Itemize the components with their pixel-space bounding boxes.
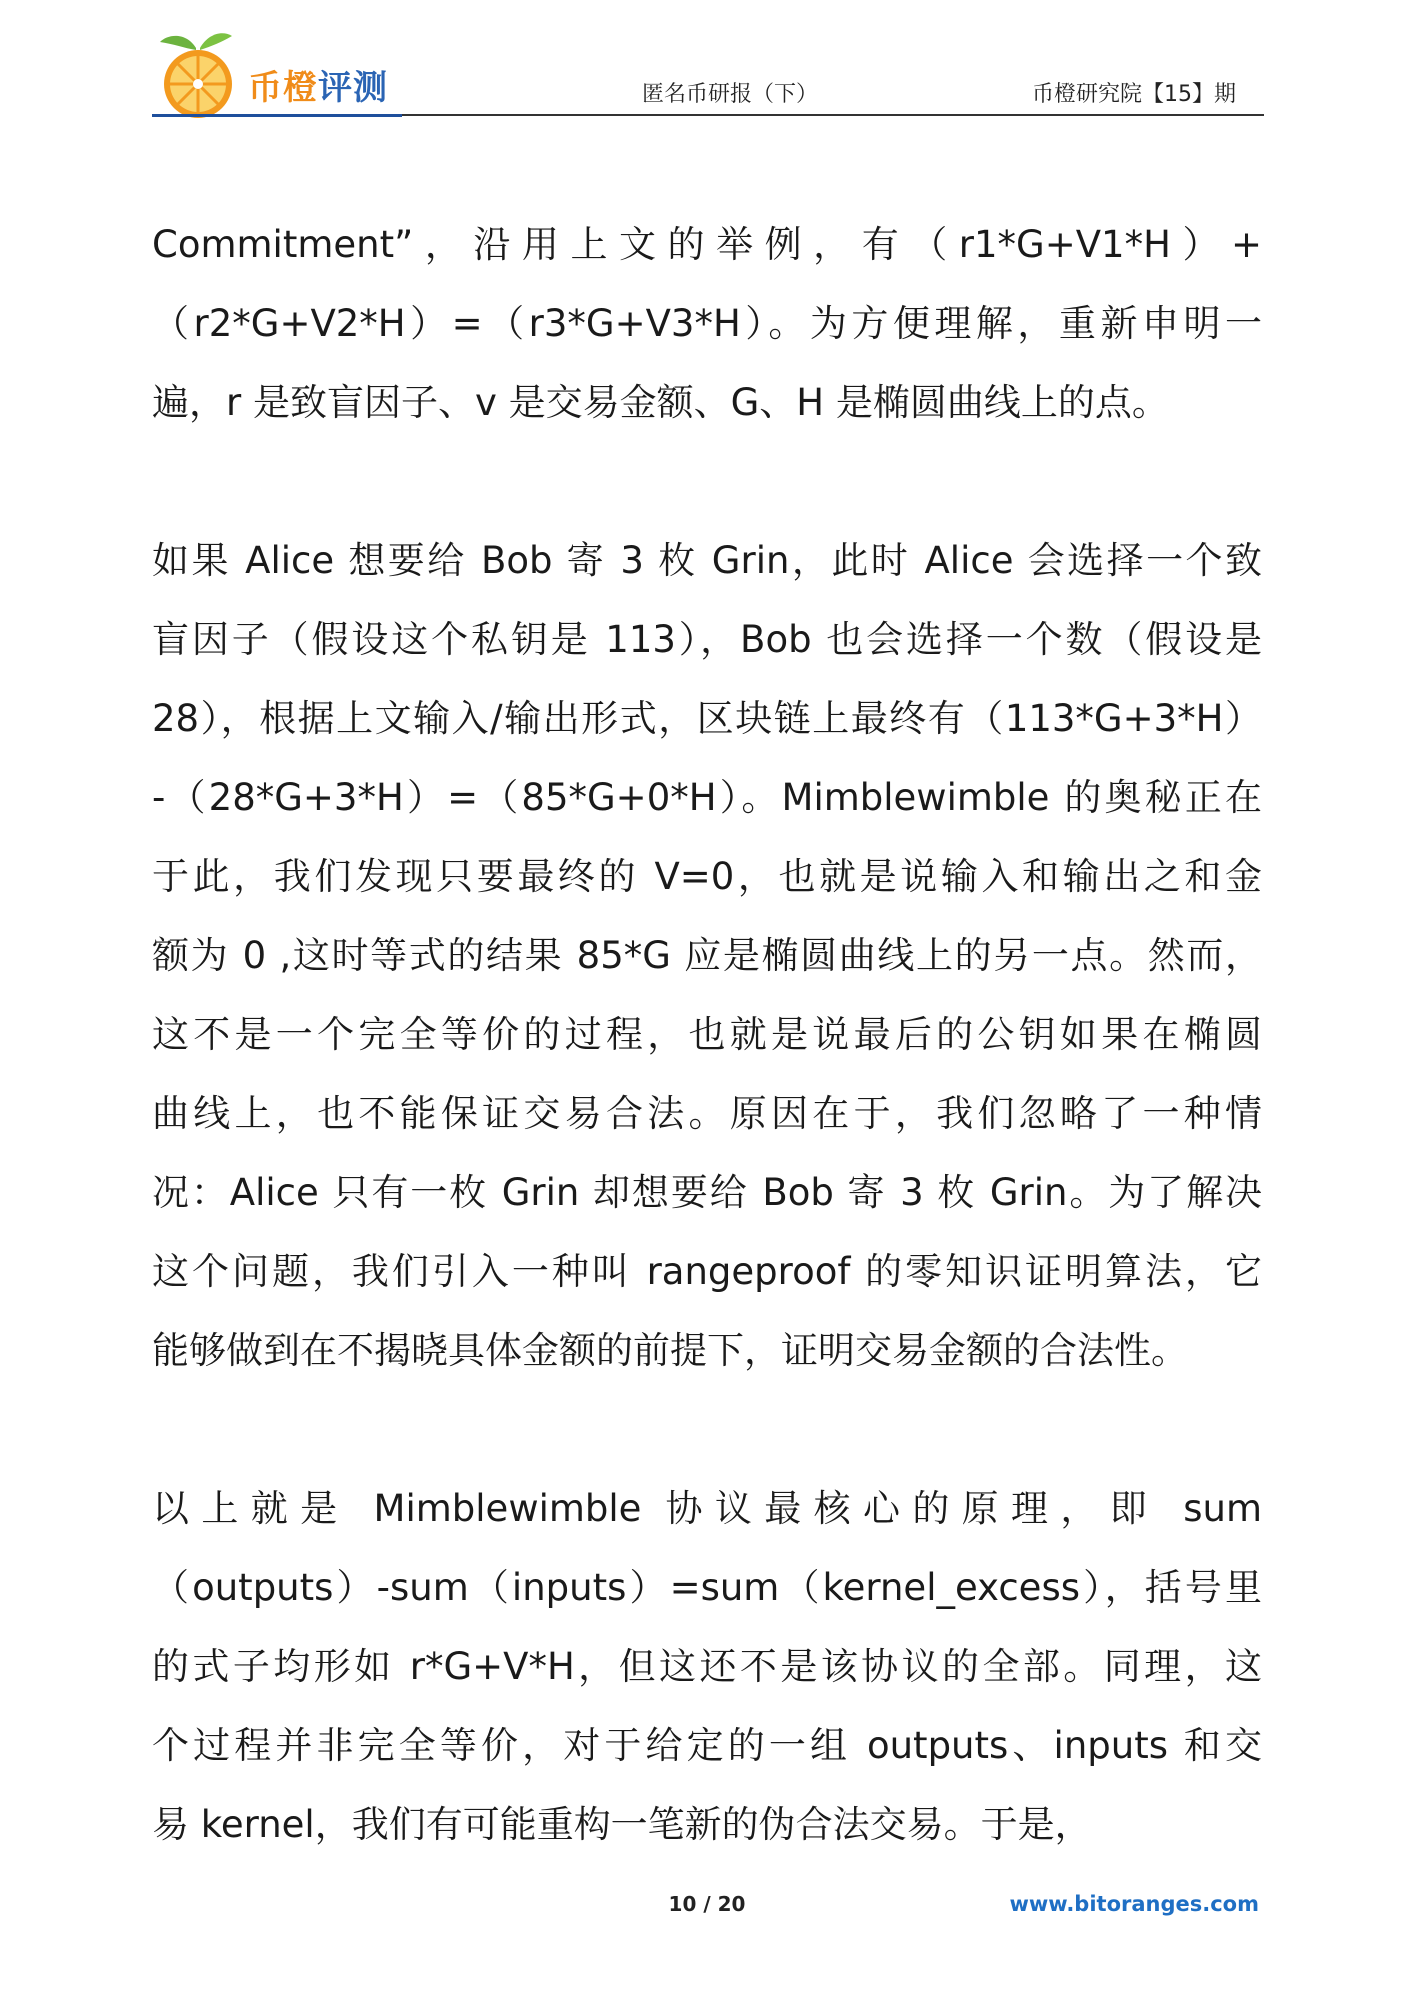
text-line: 况：Alice 只有一枚 Grin 却想要给 Bob 寄 3 枚 Grin。为了解决	[152, 1171, 1262, 1214]
text-line: 于此，我们发现只要最终的 V=0，也就是说输入和输出之和金	[152, 855, 1262, 898]
text-line: 28），根据上文输入/输出形式，区块链上最终有（113*G+3*H）	[152, 697, 1262, 740]
text-line: 额为 0 ,这时等式的结果 85*G 应是椭圆曲线上的另一点。然而，	[152, 934, 1262, 977]
text-line: （r2*G+V2*H）=（r3*G+V3*H）。为方便理解，重新申明一	[152, 302, 1262, 345]
header-divider-accent	[152, 114, 402, 117]
paragraph-core-principle	[152, 1469, 1262, 1864]
website-link[interactable]: www.bitoranges.com	[1009, 1892, 1259, 1916]
text-line: 遍，r 是致盲因子、v 是交易金额、G、H 是椭圆曲线上的点。	[152, 381, 1169, 424]
paragraph-alice-bob-example	[152, 521, 1262, 1390]
text-line: 能够做到在不揭晓具体金额的前提下，证明交易金额的合法性。	[152, 1329, 1188, 1372]
document-body	[152, 205, 1262, 1864]
issue-label: 币橙研究院【15】期	[1032, 82, 1236, 107]
text-line: 这个问题，我们引入一种叫 rangeproof 的零知识证明算法，它	[152, 1250, 1262, 1293]
text-line: 如果 Alice 想要给 Bob 寄 3 枚 Grin，此时 Alice 会选择一个致	[152, 539, 1262, 582]
text-line: 这不是一个完全等价的过程，也就是说最后的公钥如果在椭圆	[152, 1013, 1262, 1056]
text-line: （outputs）-sum（inputs）=sum（kernel_excess），括号里	[152, 1566, 1262, 1609]
text-line: 以上就是 Mimblewimble 协议最核心的原理，即 sum	[152, 1487, 1262, 1530]
brand-logo	[152, 28, 402, 118]
orange-slice-icon	[152, 28, 244, 120]
page-header	[152, 28, 1264, 118]
page-number: 10 / 20	[668, 1892, 746, 1916]
text-line: 个过程并非完全等价，对于给定的一组 outputs、inputs 和交	[152, 1724, 1262, 1767]
brand-name: 币橙评测	[248, 68, 388, 108]
text-line: 易 kernel，我们有可能重构一笔新的伪合法交易。于是，	[152, 1803, 1092, 1846]
text-line: 盲因子（假设这个私钥是 113），Bob 也会选择一个数（假设是	[152, 618, 1262, 661]
paragraph-commitment	[152, 205, 1262, 442]
report-title: 匿名币研报（下）	[642, 82, 819, 107]
text-line: -（28*G+3*H）=（85*G+0*H）。Mimblewimble 的奥秘正在	[152, 776, 1262, 819]
text-line: Commitment”，沿用上文的举例，有（r1*G+V1*H）+	[152, 223, 1262, 266]
text-line: 的式子均形如 r*G+V*H，但这还不是该协议的全部。同理，这	[152, 1645, 1262, 1688]
text-line: 曲线上，也不能保证交易合法。原因在于，我们忽略了一种情	[152, 1092, 1262, 1135]
